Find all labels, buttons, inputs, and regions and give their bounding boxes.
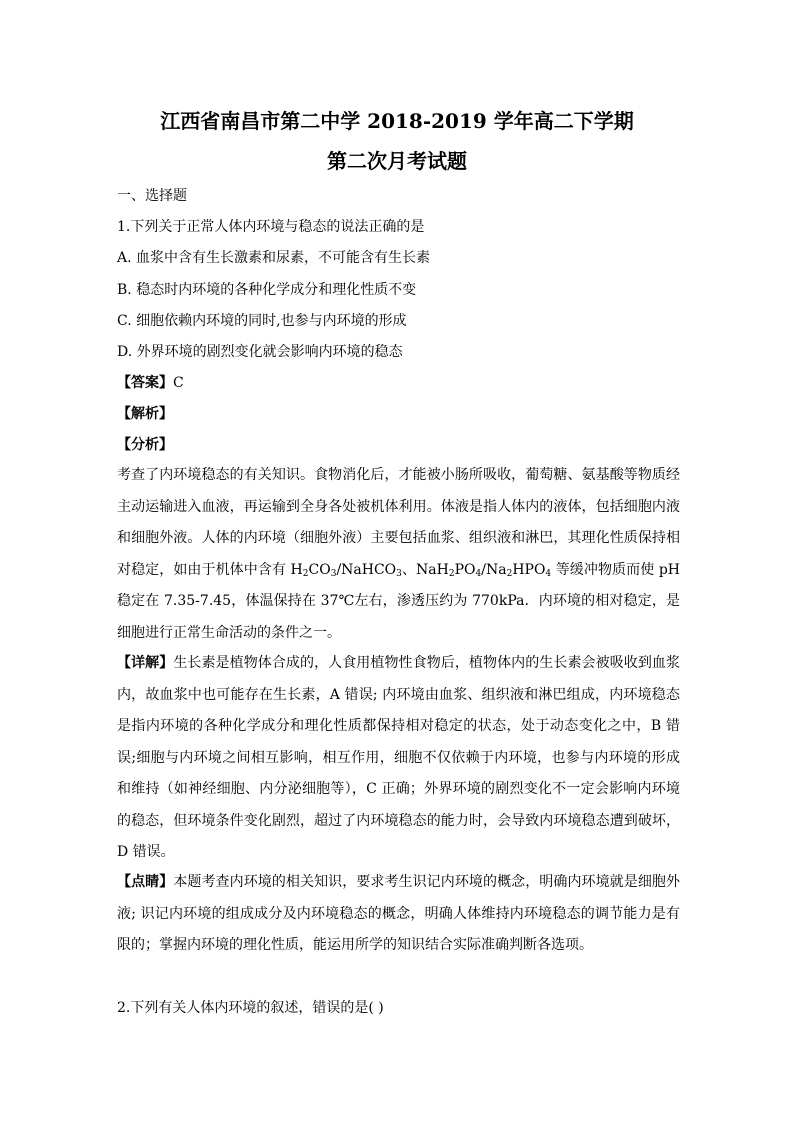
question-1-option-c: C. 细胞依赖内环境的同时,也参与内环境的形成 (117, 313, 407, 329)
subscript: 2 (506, 568, 513, 579)
formula-part: /Na (481, 561, 507, 578)
question-2-stem: 2.下列有关人体内环境的叙述，错误的是( ) (117, 1000, 384, 1016)
formula-part: 、NaH (401, 561, 449, 578)
question-1-option-d: D. 外界环境的剧烈变化就会影响内环境的稳态 (117, 344, 403, 360)
formula-part: PO (454, 561, 476, 578)
question-1-stem: 1.下列关于正常人体内环境与稳态的说法正确的是 (117, 219, 425, 235)
document-title-line1: 江西省南昌市第二中学 2018-2019 学年高二下学期 (160, 109, 634, 133)
answer-line (117, 374, 184, 392)
formula-part: HPO (512, 561, 546, 578)
question-1-option-b: B. 稳态时内环境的各种化学成分和理化性质不变 (117, 282, 417, 298)
section-heading: 一、选择题 (117, 188, 187, 204)
analysis-label: 【解析】 (117, 406, 173, 422)
formula-part: /NaHCO (336, 561, 397, 578)
fenxi-paragraph (117, 460, 680, 649)
subscript: 2 (448, 568, 455, 579)
dianjing-label: 【点睛】 (117, 874, 174, 890)
xiangjie-text: 生长素是植物体合成的，人食用植物性食物后，植物体内的生长素会被吸收到血浆内，故血浆中也可能存在生长素，A 错误; 内环境由血浆、组织液和淋巴组成，内环境稳态是指内环境的各种化学成分和理化性质都保持相对稳定的状态，处于动态变化之中，B 错误;细胞与内环境之间相互影响，相互作用，细胞不仅依赖于内环境，也参与内环境的形成和维持（如神经细胞、内分泌细胞等），C 正确；外界环境的剧烈变化不一定会影响内环境的稳态，但环境条件变化剧烈，超过了内环境稳态的能力时，会导致内环境稳态遭到破坏，D 错误。 (117, 655, 681, 860)
dianjing-paragraph (117, 867, 680, 962)
fenxi-text-part1: 考查了内环境稳态的有关知识。食物消化后，才能被小肠所吸收，葡萄糖、氨基酸等物质经主动运输进入血液，再运输到全身各处被机体利用。体液是指人体内的液体，包括细胞内液和细胞外液。人体的内环境（细胞外液）主要包括血浆、组织液和淋巴，其理化性质保持相对稳定，如由于机体中含有 H (117, 467, 680, 578)
subscript: 3 (396, 568, 402, 579)
subscript: 2 (302, 568, 309, 579)
fenxi-text-part2: 等缓冲物质而使 pH 稳定在 7.35-7.45，体温保持在 37℃左右，渗透压约为 770kPa．内环境的相对稳定，是细胞进行正常生命活动的条件之一。 (117, 561, 680, 641)
fenxi-label: 【分析】 (117, 437, 173, 453)
dianjing-text: 本题考查内环境的相关知识，要求考生识记内环境的概念，明确内环境就是细胞外液; 识记内环境的组成成分及内环境稳态的概念，明确人体维持内环境稳态的调节能力是有限的；掌握内环境的理化性质，能运用所学的知识结合实际准确判断各选项。 (117, 874, 681, 953)
subscript: 3 (330, 568, 337, 579)
subscript: 4 (475, 568, 482, 579)
question-1-option-a: A. 血浆中含有生长激素和尿素，不可能含有生长素 (117, 250, 431, 266)
xiangjie-paragraph (117, 648, 680, 869)
answer-value: C (173, 375, 184, 391)
formula-part: CO (308, 561, 331, 578)
xiangjie-label: 【详解】 (117, 655, 174, 671)
document-title-line2: 第二次月考试题 (327, 149, 467, 173)
answer-label: 【答案】 (117, 375, 173, 391)
subscript: 4 (545, 568, 552, 579)
